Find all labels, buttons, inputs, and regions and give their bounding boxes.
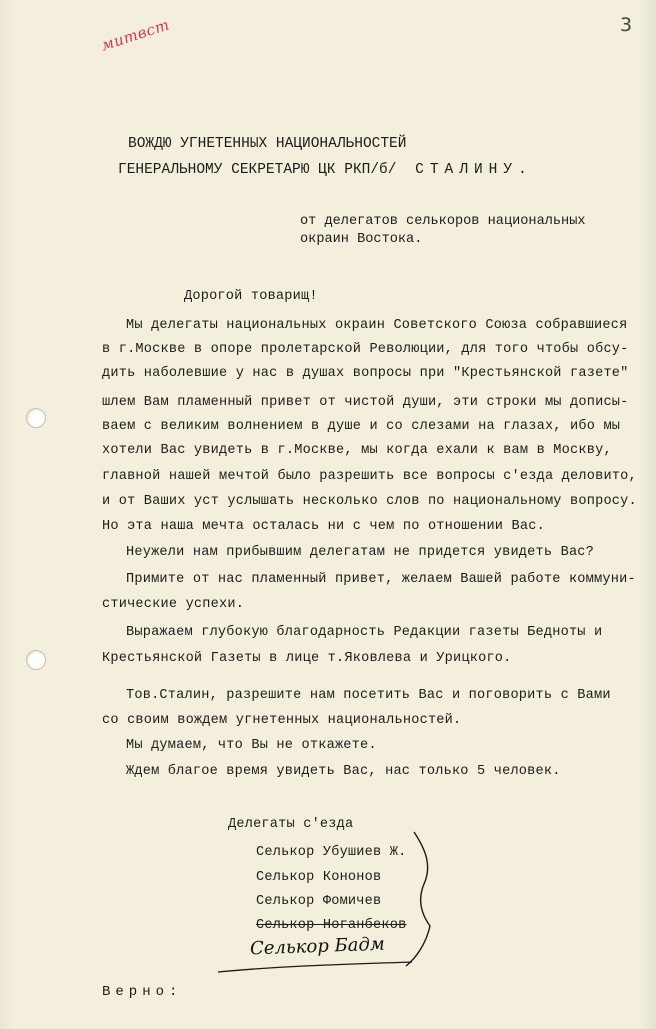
greeting: Дорогой товарищ!: [184, 289, 318, 304]
header-title-prefix: ГЕНЕРАЛЬНОМУ СЕКРЕТАРЮ ЦК РКП/б/: [118, 162, 397, 178]
body-line: ваем с великим волнением в душе и со слезами на глазах, ибо мы: [102, 419, 621, 434]
body-line: Ждем благое время увидеть Вас, нас только 5 человек.: [126, 764, 561, 779]
body-line: и от Ваших уст услышать несколько слов по национальному вопросу.: [102, 494, 637, 509]
delegates-title: Делегаты с'езда: [228, 817, 354, 832]
body-line: Мы делегаты национальных окраин Советского Союза собравшиеся: [126, 318, 628, 333]
body-line: дить наболевшие у нас в душах вопросы при "Крестьянской газете": [102, 366, 629, 381]
body-line: Примите от нас пламенный привет, желаем Вашей работе коммуни-: [126, 572, 636, 587]
body-line: в г.Москве в опоре пролетарской Революции, для того чтобы обсу-: [102, 342, 629, 357]
delegate-name: Селькор Убушиев Ж.: [256, 845, 407, 860]
header-line-1: ВОЖДЮ УГНЕТЕННЫХ НАЦИОНАЛЬНОСТЕЙ: [128, 136, 407, 152]
verno-label: Верно:: [102, 984, 183, 1000]
body-line: стические успехи.: [102, 597, 245, 612]
body-line: шлем Вам пламенный привет от чистой души, эти строки мы дописы-: [102, 395, 629, 410]
red-stamp: митвст: [98, 15, 172, 55]
page-number: 3: [620, 14, 633, 36]
body-line: главной нашей мечтой было разрешить все вопросы с'езда деловито,: [102, 469, 637, 484]
delegate-name-struck: Селькор Ноганбеков: [256, 918, 407, 933]
body-line: со своим вождем угнетенных национальностей.: [102, 713, 462, 728]
body-line: Выражаем глубокую благодарность Редакции газеты Бедноты и: [126, 625, 603, 640]
body-line: Неужели нам прибывшим делегатам не придется увидеть Вас?: [126, 545, 595, 560]
handwritten-signature: Селькор Бадм: [249, 933, 386, 960]
body-line: хотели Вас увидеть в г.Москве, мы когда ехали к вам в Москву,: [102, 443, 612, 458]
from-line-1: от делегатов селькоров национальных: [300, 214, 586, 229]
from-line-2: окраин Востока.: [300, 232, 423, 247]
addressee-name: СТАЛИНУ.: [415, 162, 533, 178]
body-line: Мы думаем, что Вы не откажете.: [126, 738, 377, 753]
delegate-name: Селькор Фомичев: [256, 894, 382, 909]
body-line: Тов.Сталин, разрешите нам посетить Вас и поговорить с Вами: [126, 688, 611, 703]
body-line: Но эта наша мечта осталась ни с чем по отношении Вас.: [102, 519, 545, 534]
body-line: Крестьянской Газеты в лице т.Яковлева и Урицкого.: [102, 651, 512, 666]
delegate-name: Селькор Кононов: [256, 870, 382, 885]
